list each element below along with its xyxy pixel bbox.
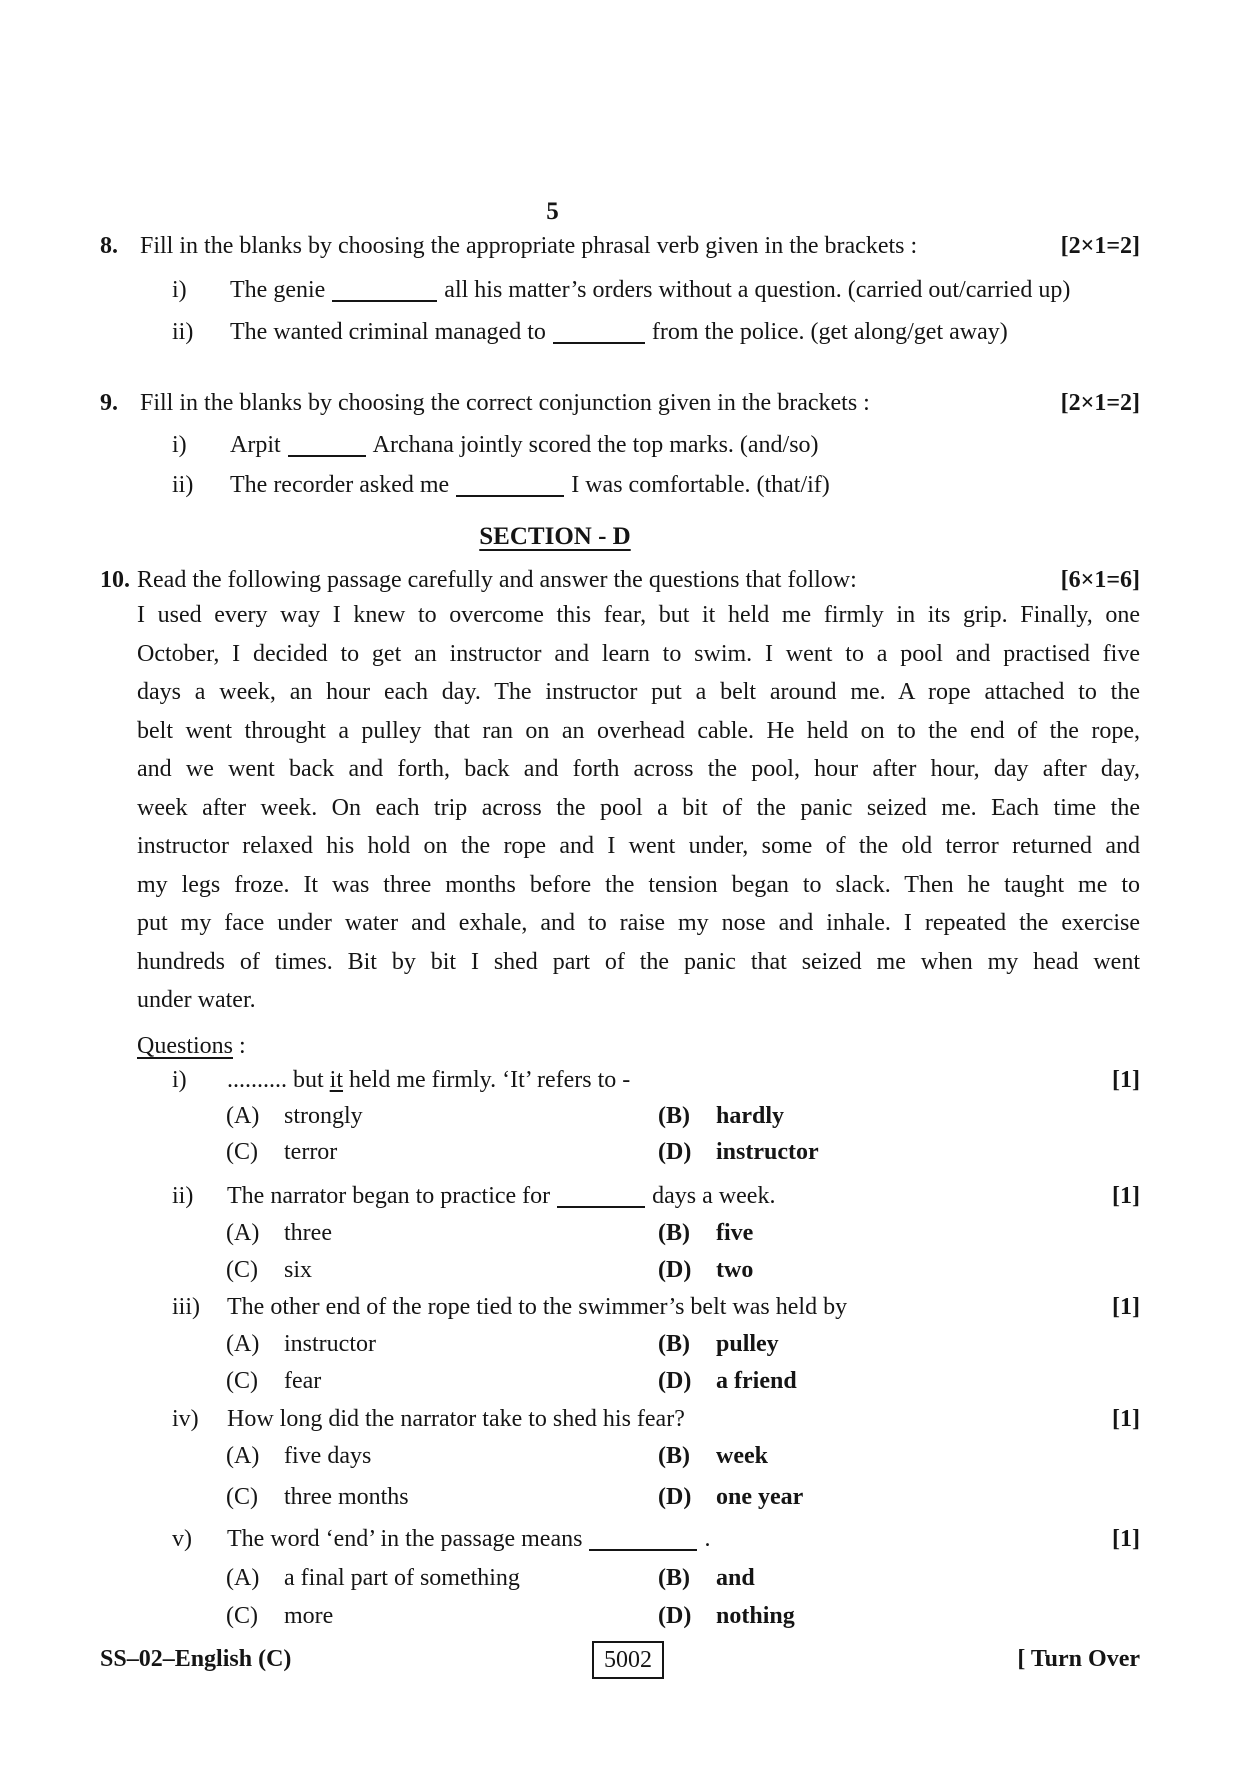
- question-9-text: Fill in the blanks by choosing the correct conjunction given in the brackets :: [140, 390, 870, 416]
- fill-in-blank: [553, 324, 645, 344]
- option-key: (B): [658, 1103, 690, 1129]
- fill-in-blank: [456, 477, 564, 497]
- options-row: [226, 1100, 1140, 1132]
- item-label: ii): [172, 472, 194, 498]
- subquestion-text: [227, 1064, 1112, 1096]
- option-key: (D): [658, 1257, 692, 1283]
- passage-line: put my face under water and exhale, and to raise my nose and inhale. I repeated the exercise: [137, 910, 1140, 936]
- option-c: [226, 1365, 658, 1397]
- subquestion-ii: [172, 1180, 1140, 1212]
- questions-label: [137, 1030, 537, 1062]
- option-key: (C): [226, 1257, 258, 1283]
- subquestion-text: [227, 1523, 1112, 1555]
- option-key: (A): [226, 1331, 260, 1357]
- option-label: more: [284, 1603, 334, 1629]
- fill-in-blank: [332, 282, 437, 302]
- option-label: one year: [716, 1484, 804, 1510]
- option-key: (C): [226, 1484, 258, 1510]
- option-label: terror: [284, 1139, 338, 1165]
- passage-line: I used every way I knew to overcome this fear, but it held me firmly in its grip. Finally, one: [137, 602, 1140, 628]
- text-segment: held me firmly. ‘It’ refers to -: [343, 1067, 631, 1093]
- subquestion-v: [172, 1523, 1140, 1555]
- option-label: nothing: [716, 1603, 795, 1629]
- question-9-item-ii: [172, 469, 1140, 501]
- reading-passage: [137, 596, 1140, 1020]
- option-label: instructor: [716, 1139, 819, 1165]
- text-before-blank: The narrator began to practice for: [227, 1183, 551, 1209]
- option-key: (C): [226, 1368, 258, 1394]
- option-a: [226, 1217, 658, 1249]
- options-row: [226, 1328, 1140, 1360]
- item-text: [230, 469, 1140, 501]
- option-key: (D): [658, 1603, 692, 1629]
- text-before-blank: The recorder asked me: [230, 472, 450, 498]
- option-label: hardly: [716, 1103, 785, 1129]
- question-10-header: [100, 564, 1140, 596]
- option-a: [226, 1328, 658, 1360]
- option-key: (A): [226, 1565, 260, 1591]
- option-label: three months: [284, 1484, 409, 1510]
- fill-in-blank: [288, 437, 366, 457]
- item-text: [230, 316, 1140, 348]
- subquestion-iv: [172, 1403, 1140, 1435]
- option-label: a final part of something: [284, 1565, 520, 1591]
- paper-number-box: 5002: [592, 1641, 664, 1679]
- question-8-item-i: [172, 274, 1140, 306]
- options-row: [226, 1440, 1140, 1472]
- option-key: (B): [658, 1331, 690, 1357]
- option-c: [226, 1136, 658, 1168]
- page-footer: [100, 1643, 1140, 1683]
- option-label: fear: [284, 1368, 322, 1394]
- option-a: [226, 1100, 658, 1132]
- option-b: [658, 1217, 1140, 1249]
- question-10-text: Read the following passage carefully and answer the questions that follow:: [137, 567, 857, 593]
- subquestion-label: iii): [172, 1294, 200, 1320]
- option-label: instructor: [284, 1331, 376, 1357]
- passage-line: week after week. On each trip across the pool a bit of the panic seized me. Each time the: [137, 794, 1140, 821]
- option-d: [658, 1600, 1140, 1632]
- subquestion-iii: [172, 1291, 1140, 1323]
- passage-line: days a week, an hour each day. The instructor put a belt around me. A rope attached to the: [137, 679, 1140, 705]
- option-key: (B): [658, 1443, 690, 1469]
- text-after-blank: Archana jointly scored the top marks. (and/so): [372, 432, 819, 458]
- question-8-marks: [2×1=2]: [1060, 233, 1140, 259]
- option-key: (D): [658, 1139, 692, 1165]
- question-10-marks: [6×1=6]: [1060, 567, 1140, 593]
- text-before-blank: Arpit: [230, 432, 281, 458]
- option-b: [658, 1100, 1140, 1132]
- option-a: [226, 1562, 658, 1594]
- section-d-title: SECTION - D: [479, 523, 631, 550]
- subquestion-text: [227, 1180, 1112, 1212]
- passage-line: and we went back and forth, back and forth across the pool, hour after hour, day after day,: [137, 756, 1140, 782]
- subquestion-label: iv): [172, 1406, 199, 1432]
- subquestion-label: i): [172, 1067, 187, 1093]
- option-label: five days: [284, 1443, 372, 1469]
- question-9-item-i: [172, 429, 1140, 461]
- passage-line: October, I decided to get an instructor and learn to swim. I went to a pool and practised five: [137, 640, 1140, 667]
- options-row: [226, 1254, 1140, 1286]
- option-c: [226, 1481, 658, 1513]
- option-label: two: [716, 1257, 754, 1283]
- text-after-blank: from the police. (get along/get away): [651, 319, 1008, 345]
- options-row: [226, 1481, 1140, 1513]
- question-8-item-ii: [172, 316, 1140, 348]
- passage-line: under water.: [137, 987, 256, 1013]
- text-after-blank: I was comfortable. (that/if): [571, 472, 830, 498]
- subquestion-label: v): [172, 1526, 192, 1552]
- option-c: [226, 1600, 658, 1632]
- option-d: [658, 1136, 1140, 1168]
- question-9-number: 9.: [100, 390, 118, 416]
- question-8-text: Fill in the blanks by choosing the appropriate phrasal verb given in the brackets :: [140, 233, 918, 259]
- subquestion-marks: [1]: [1112, 1183, 1140, 1209]
- options-row: [226, 1217, 1140, 1249]
- fill-in-blank: [589, 1531, 697, 1551]
- subquestion-marks: [1]: [1112, 1294, 1140, 1320]
- options-row: [226, 1365, 1140, 1397]
- option-d: [658, 1365, 1140, 1397]
- item-label: i): [172, 432, 187, 458]
- subquestion-i: [172, 1064, 1140, 1096]
- option-d: [658, 1481, 1140, 1513]
- option-key: (C): [226, 1603, 258, 1629]
- page-number: 5: [546, 198, 559, 225]
- option-key: (B): [658, 1220, 690, 1246]
- option-key: (A): [226, 1103, 260, 1129]
- option-key: (A): [226, 1443, 260, 1469]
- text-after-blank: days a week.: [652, 1183, 776, 1209]
- option-label: week: [716, 1443, 768, 1469]
- subquestion-marks: [1]: [1112, 1067, 1140, 1093]
- question-9-marks: [2×1=2]: [1060, 390, 1140, 416]
- option-b: [658, 1440, 1140, 1472]
- option-key: (C): [226, 1139, 258, 1165]
- option-c: [226, 1254, 658, 1286]
- question-9-header: [100, 387, 1140, 419]
- text-before-blank: The word ‘end’ in the passage means: [227, 1526, 583, 1552]
- options-row: [226, 1562, 1140, 1594]
- underlined-word: it: [329, 1067, 344, 1093]
- turn-over-label: [ Turn Over: [1017, 1646, 1140, 1672]
- option-a: [226, 1440, 658, 1472]
- passage-line: belt went throught a pulley that ran on an overhead cable. He held on to the end of the rope,: [137, 717, 1140, 744]
- item-label: ii): [172, 319, 194, 345]
- options-row: [226, 1600, 1140, 1632]
- option-b: [658, 1328, 1140, 1360]
- questions-colon: :: [233, 1033, 246, 1059]
- option-label: strongly: [284, 1103, 363, 1129]
- question-8-number: 8.: [100, 233, 118, 259]
- fill-in-blank: [557, 1188, 645, 1208]
- item-text: [230, 274, 1140, 306]
- passage-line: instructor relaxed his hold on the rope and I went under, some of the old terror returned and: [137, 833, 1140, 859]
- question-10-number: 10.: [100, 567, 130, 593]
- option-b: [658, 1562, 1140, 1594]
- question-8-header: [100, 230, 1140, 262]
- subquestion-label: ii): [172, 1183, 194, 1209]
- option-label: pulley: [716, 1331, 779, 1357]
- text-after-blank: all his matter’s orders without a question. (carried out/carried up): [444, 277, 1071, 303]
- text-before-blank: The genie: [230, 277, 326, 303]
- item-label: i): [172, 277, 187, 303]
- options-row: [226, 1136, 1140, 1168]
- option-label: and: [716, 1565, 755, 1591]
- questions-word: Questions: [137, 1033, 233, 1059]
- subquestion-marks: [1]: [1112, 1406, 1140, 1432]
- subquestion-marks: [1]: [1112, 1526, 1140, 1552]
- option-label: a friend: [716, 1368, 797, 1394]
- passage-line: my legs froze. It was three months before the tension began to slack. Then he taught me to: [137, 871, 1140, 898]
- text-segment: .......... but: [227, 1067, 330, 1093]
- paper-code: SS–02–English (C): [100, 1646, 292, 1672]
- section-d-heading: [100, 521, 1010, 553]
- text-after-blank: .: [704, 1526, 711, 1552]
- subquestion-text: The other end of the rope tied to the swimmer’s belt was held by: [227, 1294, 848, 1320]
- option-key: (B): [658, 1565, 690, 1591]
- passage-line: hundreds of times. Bit by bit I shed part of the panic that seized me when my head went: [137, 948, 1140, 975]
- option-label: six: [284, 1257, 313, 1283]
- subquestion-text: How long did the narrator take to shed his fear?: [227, 1406, 685, 1432]
- option-label: three: [284, 1220, 332, 1246]
- item-text: [230, 429, 1140, 461]
- option-key: (A): [226, 1220, 260, 1246]
- option-d: [658, 1254, 1140, 1286]
- option-label: five: [716, 1220, 754, 1246]
- option-key: (D): [658, 1368, 692, 1394]
- option-key: (D): [658, 1484, 692, 1510]
- text-before-blank: The wanted criminal managed to: [230, 319, 546, 345]
